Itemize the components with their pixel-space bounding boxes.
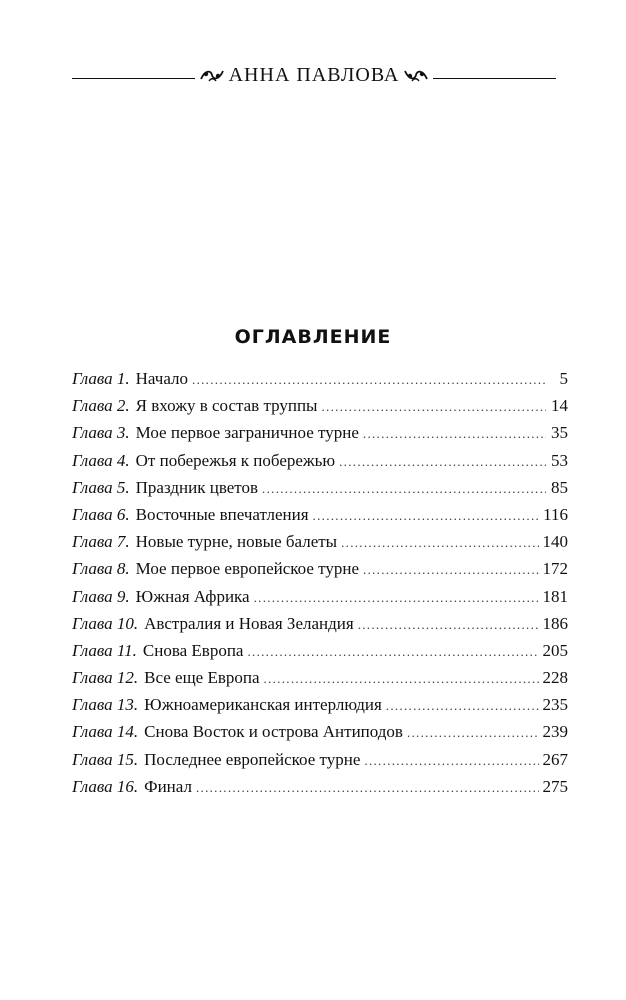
toc-dot-leader	[339, 454, 546, 470]
toc-chapter-title: Начало	[135, 369, 189, 388]
toc-chapter-label: Глава 4.	[72, 450, 130, 470]
toc-dot-leader	[386, 698, 539, 714]
toc-page-number: 116	[543, 504, 568, 524]
toc-chapter-title: Снова Восток и острова Антиподов	[144, 722, 403, 742]
toc-page-number: 53	[551, 450, 568, 470]
toc-chapter-label: Глава 11.	[72, 640, 137, 660]
toc-entry	[72, 369, 568, 396]
toc-page-number: 235	[542, 695, 568, 715]
toc-dot-leader	[264, 671, 539, 687]
toc-entry	[72, 777, 568, 804]
toc-chapter-title: Я вхожу в состав труппы	[135, 396, 318, 416]
toc-title: ОГЛАВЛЕНИЕ	[234, 326, 392, 348]
toc-chapter-label: Глава 2.	[72, 396, 130, 416]
toc-dot-leader	[363, 562, 538, 578]
toc-dot-leader	[358, 617, 539, 633]
toc-chapter-label: Глава 6.	[72, 504, 130, 524]
toc-entry	[72, 587, 568, 614]
toc-chapter-title: Финал	[144, 776, 192, 796]
toc-dot-leader	[192, 372, 546, 388]
toc-page-number: 275	[542, 776, 568, 796]
toc-dot-leader	[407, 725, 539, 741]
toc-chapter-label: Глава 1.	[72, 369, 130, 388]
toc-page-number: 186	[542, 613, 568, 633]
toc-entry	[72, 532, 568, 559]
toc-entry	[72, 451, 568, 478]
toc-entry	[72, 423, 568, 450]
floral-ornament-icon	[403, 66, 429, 84]
toc-dot-leader	[363, 426, 546, 442]
toc-chapter-label: Глава 9.	[72, 586, 130, 606]
toc-dot-leader	[313, 508, 540, 524]
toc-page-number: 239	[542, 722, 568, 742]
toc-chapter-title: Мое первое европейское турне	[135, 559, 360, 579]
toc-chapter-label: Глава 14.	[72, 722, 139, 742]
toc-entry	[72, 695, 568, 722]
toc-page-number: 140	[542, 532, 568, 552]
toc-chapter-label: Глава 8.	[72, 559, 130, 579]
running-header	[72, 60, 556, 90]
toc-chapter-label: Глава 13.	[72, 695, 139, 715]
toc-chapter-label: Глава 12.	[72, 668, 139, 688]
toc-page-number: 205	[542, 640, 568, 660]
toc-dot-leader	[321, 399, 546, 415]
toc-entry	[72, 641, 568, 668]
toc-page-number: 35	[551, 423, 568, 443]
toc-chapter-title: Мое первое заграничное турне	[135, 423, 359, 443]
toc-entry	[72, 722, 568, 749]
toc-entry	[72, 750, 568, 777]
toc-dot-leader	[254, 590, 539, 606]
toc-chapter-label: Глава 3.	[72, 423, 130, 443]
toc-entry	[72, 668, 568, 695]
toc-dot-leader	[196, 780, 539, 796]
toc-chapter-label: Глава 16.	[72, 776, 139, 796]
toc-chapter-label: Глава 15.	[72, 749, 139, 769]
toc-chapter-label: Глава 5.	[72, 477, 130, 497]
toc-page-number: 14	[551, 396, 568, 416]
toc-dot-leader	[262, 481, 546, 497]
toc-entry	[72, 614, 568, 641]
toc-chapter-title: Все еще Европа	[144, 668, 260, 688]
toc-chapter-title: Восточные впечатления	[135, 504, 309, 524]
toc-page-number: 85	[551, 477, 568, 497]
toc-entry	[72, 396, 568, 423]
toc-entry	[72, 478, 568, 505]
header-rule-right	[433, 78, 556, 79]
toc-chapter-title: От побережья к побережью	[135, 450, 336, 470]
toc-dot-leader	[364, 753, 538, 769]
toc-chapter-title: Новые турне, новые балеты	[135, 532, 338, 552]
toc-page-number: 181	[542, 586, 568, 606]
toc-chapter-title: Австралия и Новая Зеландия	[144, 613, 354, 633]
toc-chapter-label: Глава 7.	[72, 532, 130, 552]
table-of-contents	[72, 369, 568, 804]
toc-page-number: 267	[542, 749, 568, 769]
toc-page-number: 5	[559, 369, 568, 388]
toc-chapter-label: Глава 10.	[72, 613, 139, 633]
header-rule-left	[72, 78, 195, 79]
toc-page-number: 228	[542, 668, 568, 688]
toc-dot-leader	[341, 535, 538, 551]
toc-entry	[72, 505, 568, 532]
toc-chapter-title: Снова Европа	[142, 640, 244, 660]
toc-entry	[72, 559, 568, 586]
toc-chapter-title: Последнее европейское турне	[144, 749, 361, 769]
toc-page-number: 172	[542, 559, 568, 579]
floral-ornament-icon	[199, 66, 225, 84]
toc-chapter-title: Южная Африка	[135, 586, 250, 606]
toc-chapter-title: Праздник цветов	[135, 477, 259, 497]
toc-dot-leader	[247, 644, 538, 660]
toc-chapter-title: Южноамериканская интерлюдия	[144, 695, 382, 715]
running-header-title: АННА ПАВЛОВА	[228, 63, 400, 86]
